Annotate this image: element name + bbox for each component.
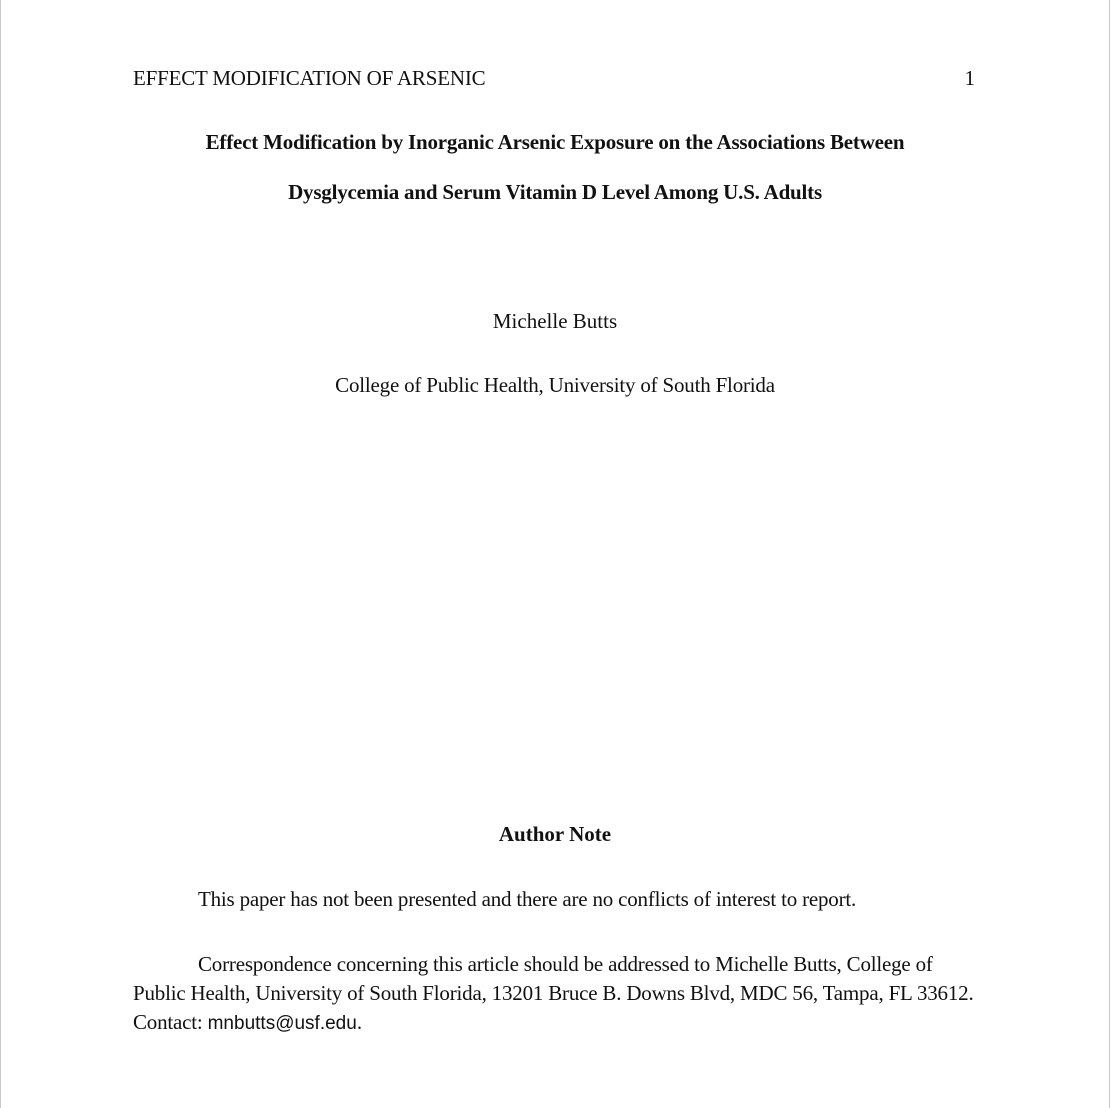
author-note-heading: Author Note [498, 822, 612, 846]
title-line-2: Dysglycemia and Serum Vitamin D Level Among U.S. Adults [288, 180, 822, 204]
author-note-paragraph-1: This paper has not been presented and there are no conflicts of interest to report. [198, 887, 857, 911]
title-line-1: Effect Modification by Inorganic Arsenic Exposure on the Associations Between [205, 130, 905, 154]
correspondence-text: Correspondence concerning this article should be addressed to Michelle Butts, College of Public Health, University of South Florida, 13201 Bruce B. Downs Blvd, MDC 56, Tampa, FL 33612. Contact: [133, 952, 974, 1034]
author-note-paragraph-2 [133, 950, 983, 1038]
page-number: 1 [964, 66, 975, 90]
author-name: Michelle Butts [492, 309, 618, 333]
contact-email: mnbutts@usf.edu [207, 1013, 357, 1034]
running-head: EFFECT MODIFICATION OF ARSENIC [133, 66, 486, 90]
author-affiliation: College of Public Health, University of South Florida [335, 373, 775, 397]
correspondence-end: . [356, 1010, 362, 1034]
